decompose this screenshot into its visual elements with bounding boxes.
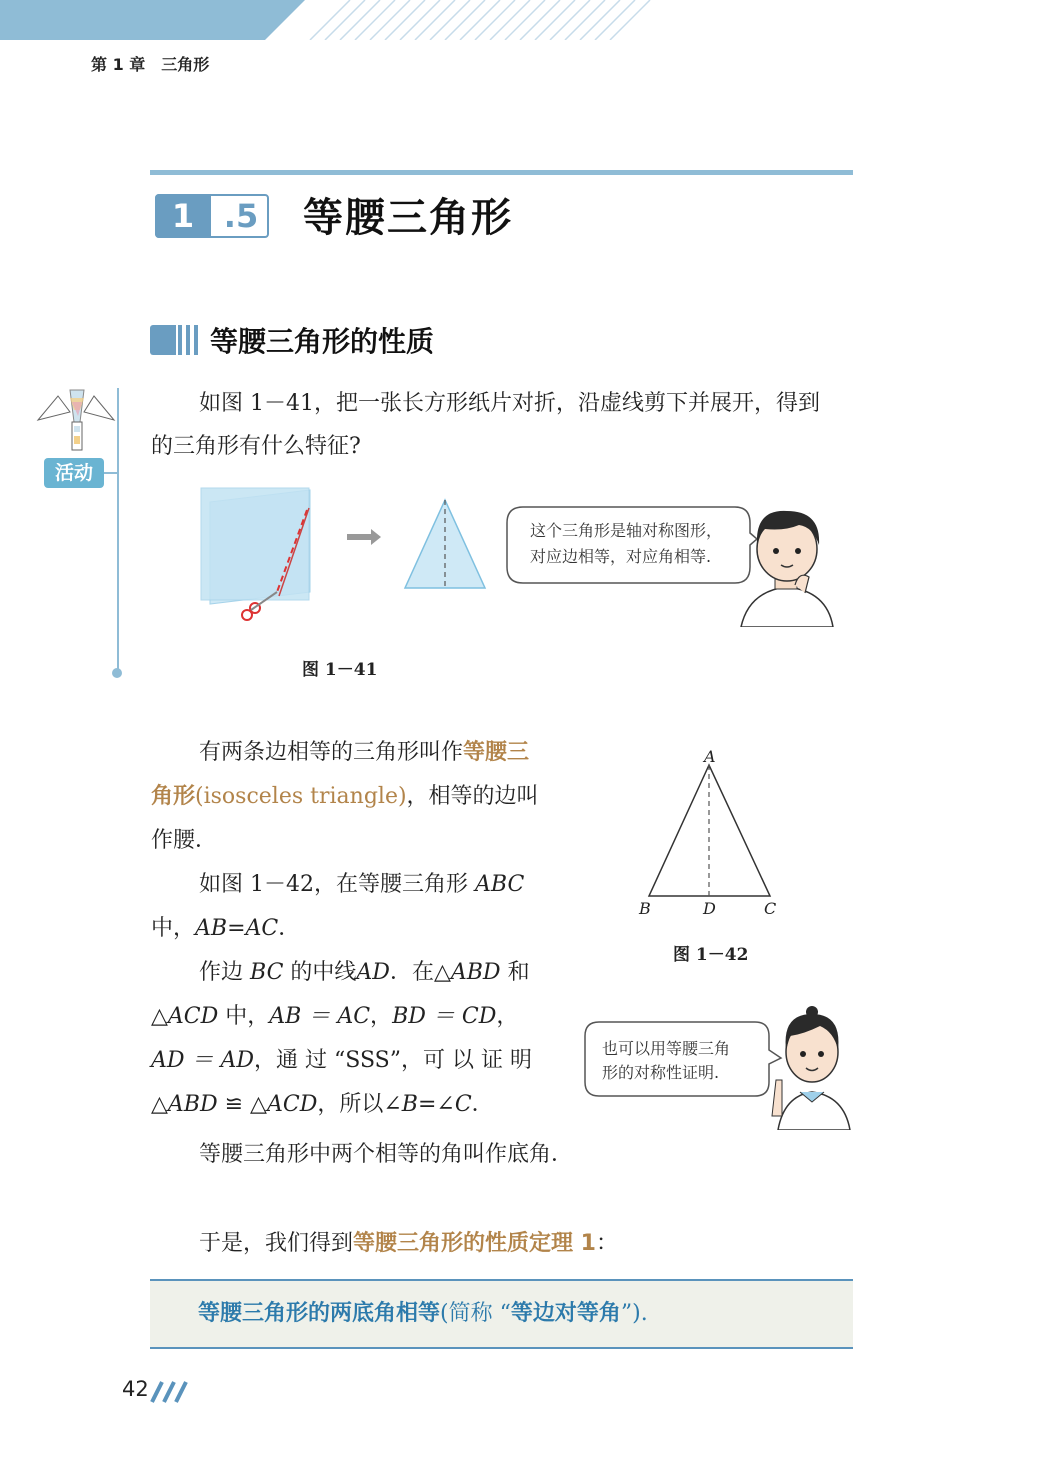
- proof-line1-text: 如图 1－42，在等腰三角形: [199, 872, 475, 897]
- page-number: 42: [122, 1377, 149, 1401]
- theorem-lead: [199, 1222, 618, 1266]
- eq-ad-ad: AD ＝ AD: [151, 1048, 255, 1073]
- eq-ab-ac: AB=AC: [195, 916, 279, 941]
- vertex-c-label: C: [764, 899, 777, 918]
- activity-text-line1: 如图 1－41，把一张长方形纸片对折，沿虚线剪下并展开，得到: [199, 391, 820, 416]
- definition-line1: [199, 731, 529, 775]
- vertex-a-label: A: [704, 747, 716, 766]
- proof-line6-a: △: [151, 1092, 168, 1117]
- definition-line1-text: 有两条边相等的三角形叫作: [199, 740, 464, 765]
- base-angle-definition: 等腰三角形中两个相等的角叫作底角．: [199, 1142, 574, 1167]
- definition-line2-text: ，相等的边叫: [406, 784, 539, 809]
- proof-line3-b: 的中线: [283, 960, 357, 985]
- var-ad: AD: [356, 960, 390, 985]
- proof-line6: [151, 1083, 494, 1127]
- subsection-title: 等腰三角形的性质: [210, 325, 435, 358]
- proof-line4-c: ，: [370, 1004, 393, 1029]
- term-isosceles-part1: 等腰三: [463, 740, 530, 765]
- kite-icon: [36, 388, 116, 454]
- bubble-girl-line1: 也可以用等腰三角: [602, 1039, 731, 1058]
- bubble-boy-line1: 这个三角形是轴对称图形，: [530, 521, 723, 540]
- theorem-lead-colon: ：: [595, 1231, 618, 1256]
- theorem-lead-text: 于是，我们得到: [199, 1231, 354, 1256]
- point-d-label: D: [703, 899, 716, 918]
- proof-line3-d: 和: [500, 960, 530, 985]
- var-abd: ABD: [450, 960, 501, 985]
- theorem-box-bottom-rule: [150, 1347, 853, 1349]
- figure-1-42-caption: 图 1－42: [673, 945, 749, 965]
- subsection-marker: [150, 325, 176, 355]
- figure-1-41-caption: 图 1－41: [302, 660, 378, 680]
- vertex-b-label: B: [639, 899, 651, 918]
- bubble-girl-line2: 形的对称性证明.: [602, 1063, 720, 1082]
- boy-illustration: [735, 505, 839, 627]
- activity-text-line2: 的三角形有什么特征?: [151, 434, 361, 459]
- theorem-box-top-rule: [150, 1279, 853, 1281]
- term-english: (isosceles triangle): [195, 784, 407, 809]
- theorem-statement-paren-close: ”).: [620, 1301, 648, 1326]
- definition-line3: 作腰．: [151, 828, 218, 853]
- activity-end-dot: [112, 668, 122, 678]
- proof-line4-d: ，: [496, 1004, 519, 1029]
- proof-line3-a: 作边: [199, 960, 250, 985]
- eq-ab-ac-2: AB ＝ AC: [269, 1004, 371, 1029]
- proof-line5-text: ，通 过 “SSS”，可 以 证 明: [254, 1048, 532, 1073]
- var-bc: BC: [250, 960, 284, 985]
- proof-line4-b: 中，: [218, 1004, 270, 1029]
- proof-line2: [151, 907, 300, 951]
- var-acd: ACD: [167, 1004, 219, 1029]
- girl-illustration: [768, 1006, 854, 1130]
- page-number-slashes-icon: [150, 1380, 190, 1404]
- header-banner: [0, 0, 660, 40]
- var-c: C: [454, 1092, 472, 1117]
- activity-line: [117, 388, 119, 674]
- figure-paper-fold-cut: [195, 480, 495, 630]
- proof-line2-text: 中，: [151, 916, 196, 941]
- var-b: B: [401, 1092, 418, 1117]
- theorem-short-name: 等边对等角: [510, 1301, 621, 1326]
- subsection-bars-icon: [178, 325, 202, 355]
- var-abd-2: ABD: [167, 1092, 218, 1117]
- figure-isosceles-triangle: [630, 745, 790, 920]
- section-title: 等腰三角形: [303, 195, 513, 241]
- definition-line2: [151, 775, 539, 819]
- proof-line4: [151, 995, 518, 1039]
- proof-line1: [199, 863, 524, 907]
- proof-line6-b: ≌ △: [217, 1092, 267, 1117]
- proof-line3-c: ．在△: [389, 960, 451, 985]
- proof-line5: [151, 1039, 532, 1083]
- section-title-rule: [150, 170, 853, 175]
- theorem-statement-paren-open: (简称 “: [440, 1301, 511, 1326]
- var-abc: ABC: [474, 872, 525, 897]
- theorem-name: 等腰三角形的性质定理 1: [353, 1231, 596, 1256]
- section-number-minor: .5: [223, 197, 259, 235]
- proof-line6-d: =∠: [417, 1092, 455, 1117]
- proof-line4-a: △: [151, 1004, 168, 1029]
- theorem-statement: [198, 1296, 648, 1327]
- activity-connector: [104, 472, 118, 474]
- activity-badge: 活动: [44, 458, 104, 488]
- section-number-major: 1: [155, 194, 211, 238]
- chapter-header: 第 1 章 三角形: [91, 55, 210, 74]
- proof-line6-e: ．: [471, 1092, 494, 1117]
- eq-bd-cd: BD ＝ CD: [392, 1004, 497, 1029]
- proof-line6-c: ，所以∠: [317, 1092, 402, 1117]
- proof-line2-end: ．: [278, 916, 301, 941]
- term-isosceles-part2: 角形: [151, 784, 196, 809]
- var-acd-2: ACD: [266, 1092, 318, 1117]
- proof-line3: [199, 951, 530, 995]
- theorem-statement-main: 等腰三角形的两底角相等: [198, 1301, 441, 1326]
- bubble-boy-line2: 对应边相等，对应角相等.: [530, 547, 712, 566]
